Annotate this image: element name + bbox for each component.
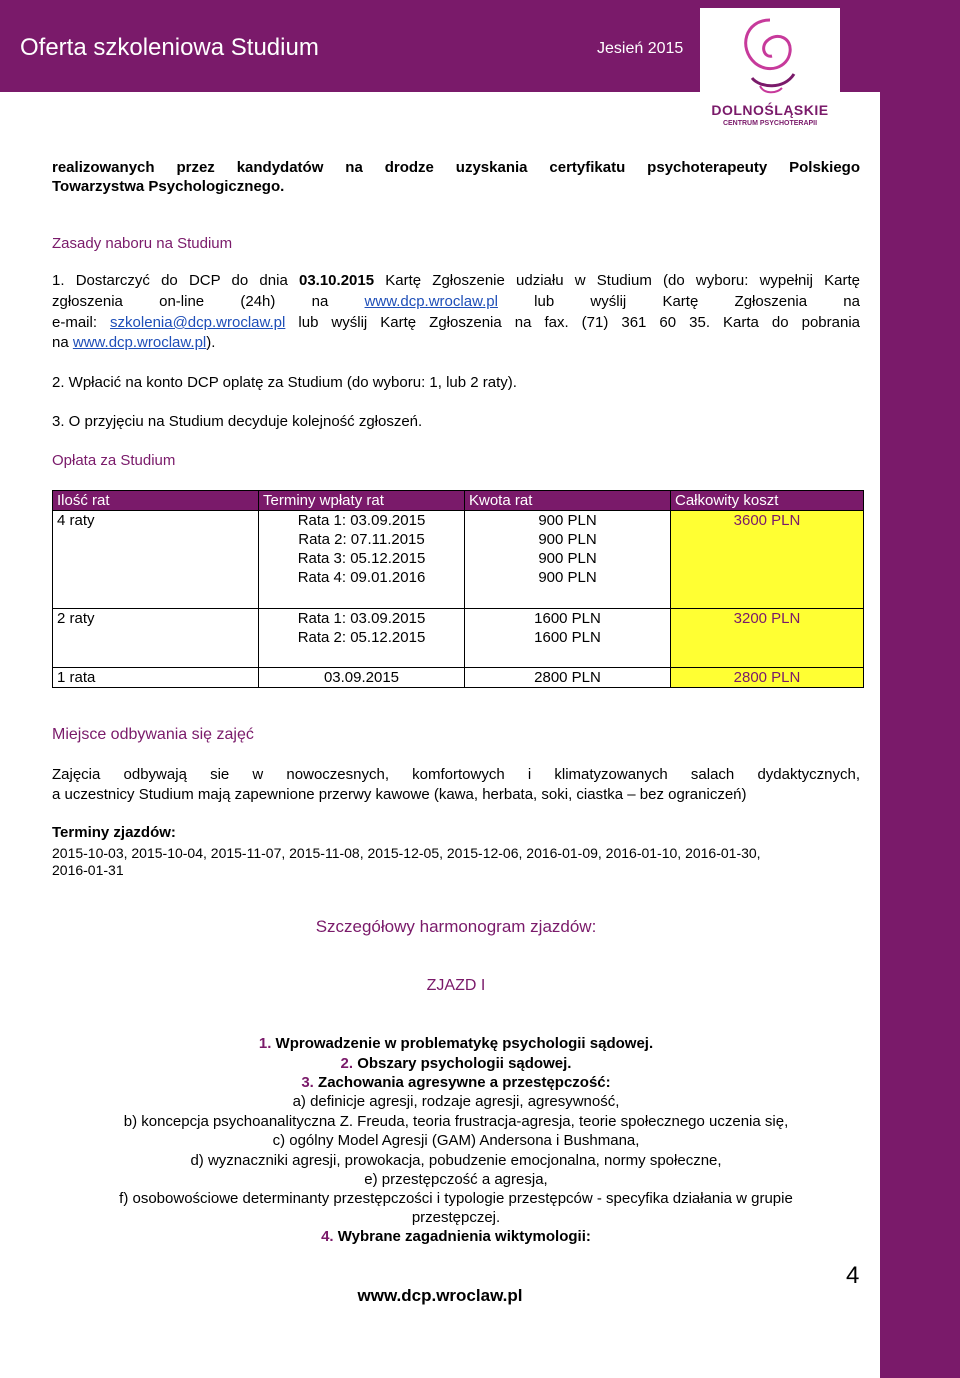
total-cost: 3200 PLN [671,609,864,668]
logo-mark-icon [700,8,840,103]
schedule-item-1: 1. Wprowadzenie w problematykę psychologii sądowej. [258,1035,654,1052]
fees-table [52,490,864,688]
col-header-amount: Kwota rat [465,491,671,511]
dates-line-1: 2015-10-03, 2015-10-04, 2015-11-07, 2015-11-08, 2015-12-05, 2015-12-06, 2016-01-09, 2016-01-10, 2016-01-30, [52,845,761,861]
installment-count: 1 rata [53,668,259,688]
table-row [53,668,864,688]
logo-text: DOLNOŚLĄSKIE [711,102,829,118]
header-title: Oferta szkoleniowa Studium [20,34,319,61]
website-link-2[interactable]: www.dcp.wroclaw.pl [72,334,207,351]
installment-amounts: 1600 PLN 1600 PLN [465,609,671,668]
schedule-sub-f-cont: przestępczej. [411,1209,501,1226]
logo [700,8,840,132]
email-link[interactable]: szkolenia@dcp.wroclaw.pl [110,314,286,331]
location-line-2: a uczestnicy Studium mają zapewnione przerwy kawowe (kawa, herbata, soki, ciastka – bez ograniczeń) [52,786,747,803]
schedule-sub-b: b) koncepcja psychoanalityczna Z. Freuda, teoria frustracja-agresja, teorie społecznego uczenia się, [123,1113,789,1130]
col-header-total: Całkowity koszt [671,491,864,511]
schedule-item-2: 2. Obszary psychologii sądowej. [340,1055,572,1072]
rules-item-1-line-2: zgłoszenia on-line (24h) na www.dcp.wroclaw.pl lub wyślij Kartę Zgłoszenia na [52,293,860,310]
location-heading: Miejsce odbywania się zajęć [52,726,254,743]
fees-heading: Opłata za Studium [52,452,176,469]
logo-subtext: CENTRUM PSYCHOTERAPII [722,120,818,127]
page-number: 4 [846,1262,860,1289]
col-header-count: Ilość rat [53,491,259,511]
schedule-sub-e: e) przestępczość a agresja, [364,1171,548,1188]
installment-count: 4 raty [53,511,259,609]
rules-item-2: 2. Wpłacić na konto DCP oplatę za Studium (do wyboru: 1, lub 2 raty). [52,374,517,391]
installment-amounts: 900 PLN 900 PLN 900 PLN 900 PLN [465,511,671,609]
installment-dates: 03.09.2015 [259,668,465,688]
rules-item-3: 3. O przyjęciu na Studium decyduje kolejność zgłoszeń. [52,413,423,430]
schedule-sub-f: f) osobowościowe determinanty przestępczości i typologie przestępców - specyfika działania w grupie [119,1190,793,1207]
table-row [53,511,864,609]
installment-dates: Rata 1: 03.09.2015 Rata 2: 05.12.2015 [259,609,465,668]
website-link-1[interactable]: www.dcp.wroclaw.pl [364,293,498,310]
total-cost: 3600 PLN [671,511,864,609]
intro-line-2: Towarzystwa Psychologicznego. [52,178,285,195]
rules-heading: Zasady naboru na Studium [52,235,233,252]
deadline-date: 03.10.2015 [298,272,375,289]
schedule-sub-a: a) definicje agresji, rodzaje agresji, agresywność, [292,1093,620,1110]
schedule-sub-d: d) wyznaczniki agresji, prowokacja, pobudzenie emocjonalna, normy społeczne, [190,1152,722,1169]
dates-heading: Terminy zjazdów: [52,824,176,841]
installment-count: 2 raty [53,609,259,668]
right-side-band [880,0,960,1378]
total-cost: 2800 PLN [671,668,864,688]
schedule-heading: Szczegółowy harmonogram zjazdów: [315,917,597,936]
installment-dates: Rata 1: 03.09.2015 Rata 2: 07.11.2015 Rata 3: 05.12.2015 Rata 4: 09.01.2016 [259,511,465,609]
rules-item-1-line-3: e-mail: szkolenia@dcp.wroclaw.pl lub wyślij Kartę Zgłoszenia na fax. (71) 361 60 35. Karta do pobrania [52,314,860,331]
header-season: Jesień 2015 [597,40,684,57]
intro-line-1: realizowanych przez kandydatów na drodze uzyskania certyfikatu psychoterapeuty Polskiego [52,159,860,176]
schedule-item-3: 3. Zachowania agresywne a przestępczość: [301,1074,611,1091]
schedule-item-4: 4. Wybrane zagadnienia wiktymologii: [321,1228,591,1245]
table-row [53,609,864,668]
location-line-1: Zajęcia odbywają sie w nowoczesnych, komfortowych i klimatyzowanych salach dydaktycznych, [52,766,860,783]
schedule-sub-c: c) ogólny Model Agresji (GAM) Andersona i Bushmana, [272,1132,640,1149]
fees-header-row [53,491,864,511]
footer-url: www.dcp.wroclaw.pl [357,1286,523,1305]
installment-amounts: 2800 PLN [465,668,671,688]
dates-line-2: 2016-01-31 [52,862,124,878]
col-header-dates: Terminy wpłaty rat [259,491,465,511]
zjazd-label: ZJAZD I [426,977,486,994]
rules-item-1-line-4: na www.dcp.wroclaw.pl). [52,334,216,351]
rules-item-1-line-1: 1. Dostarczyć do DCP do dnia 03.10.2015 Kartę Zgłoszenie udziału w Studium (do wyboru: wypełnij Kartę [52,272,860,289]
